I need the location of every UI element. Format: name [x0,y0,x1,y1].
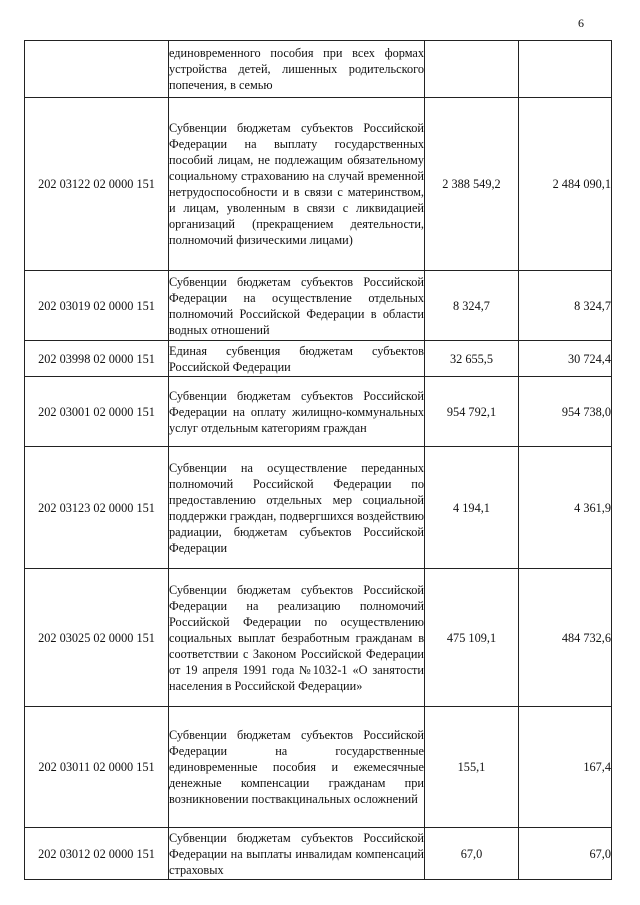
budget-code-cell: 202 03025 02 0000 151 [25,569,169,707]
page-number: 6 [578,16,584,30]
budget-code-cell: 202 03998 02 0000 151 [25,341,169,377]
budget-code-cell: 202 03012 02 0000 151 [25,828,169,880]
budget-code-cell: 202 03011 02 0000 151 [25,707,169,828]
description-cell: Субвенции бюджетам субъектов Российской Федерации на реализацию полномочий Российской Федерации по осуществлению социальных выплат безработным гражданам в соответствии с Законом Российской Федерации от 19 апреля 1991 года №1032-1 «О занятости населения в Российской Федерации» [169,569,425,707]
value-cell-2: 67,0 [519,828,612,880]
value-cell-2: 484 732,6 [519,569,612,707]
value-cell-2: 30 724,4 [519,341,612,377]
value-cell-2: 8 324,7 [519,271,612,341]
table-row [25,98,612,271]
table-row [25,341,612,377]
description-cell: Субвенции на осуществление переданных полномочий Российской Федерации по предоставлению отдельных мер социальной поддержки граждан, подвергшихся воздействию радиации, бюджетам субъектов Российской Федерации [169,447,425,569]
description-cell: Субвенции бюджетам субъектов Российской Федерации на оплату жилищно-коммунальных услуг отдельным категориям граждан [169,377,425,447]
value-cell-2: 167,4 [519,707,612,828]
budget-revenue-table [24,40,612,880]
budget-code-cell: 202 03123 02 0000 151 [25,447,169,569]
value-cell-1: 2 388 549,2 [425,98,519,271]
budget-code-cell: 202 03019 02 0000 151 [25,271,169,341]
value-cell-1: 155,1 [425,707,519,828]
table-row [25,377,612,447]
description-cell: Субвенции бюджетам субъектов Российской Федерации на выплаты инвалидам компенсаций страховых [169,828,425,880]
description-cell: Единая субвенция бюджетам субъектов Российской Федерации [169,341,425,377]
value-cell-1: 4 194,1 [425,447,519,569]
value-cell-2: 954 738,0 [519,377,612,447]
table-row [25,447,612,569]
budget-code-cell: 202 03001 02 0000 151 [25,377,169,447]
description-cell: единовременного пособия при всех формах устройства детей, лишенных родительского попечения, в семью [169,41,425,98]
value-cell-2 [519,41,612,98]
description-cell: Субвенции бюджетам субъектов Российской Федерации на осуществление отдельных полномочий Российской Федерации в области водных отношений [169,271,425,341]
table-row [25,271,612,341]
table-row [25,41,612,98]
table-row [25,707,612,828]
value-cell-1: 8 324,7 [425,271,519,341]
value-cell-1: 32 655,5 [425,341,519,377]
table-row [25,569,612,707]
value-cell-2: 4 361,9 [519,447,612,569]
value-cell-1 [425,41,519,98]
budget-code-cell [25,41,169,98]
value-cell-1: 67,0 [425,828,519,880]
value-cell-1: 475 109,1 [425,569,519,707]
budget-code-cell: 202 03122 02 0000 151 [25,98,169,271]
description-cell: Субвенции бюджетам субъектов Российской Федерации на государственные единовременные пособия и ежемесячные денежные компенсации гражданам при возникновении поствакцинальных осложнений [169,707,425,828]
description-cell: Субвенции бюджетам субъектов Российской Федерации на выплату государственных пособий лицам, не подлежащим обязательному социальному страхованию на случай временной нетрудоспособности и в связи с материнством, и лицам, уволенным в связи с ликвидацией организаций (прекращением деятельности, полномочий физическими лицами) [169,98,425,271]
table-row [25,828,612,880]
value-cell-1: 954 792,1 [425,377,519,447]
value-cell-2: 2 484 090,1 [519,98,612,271]
